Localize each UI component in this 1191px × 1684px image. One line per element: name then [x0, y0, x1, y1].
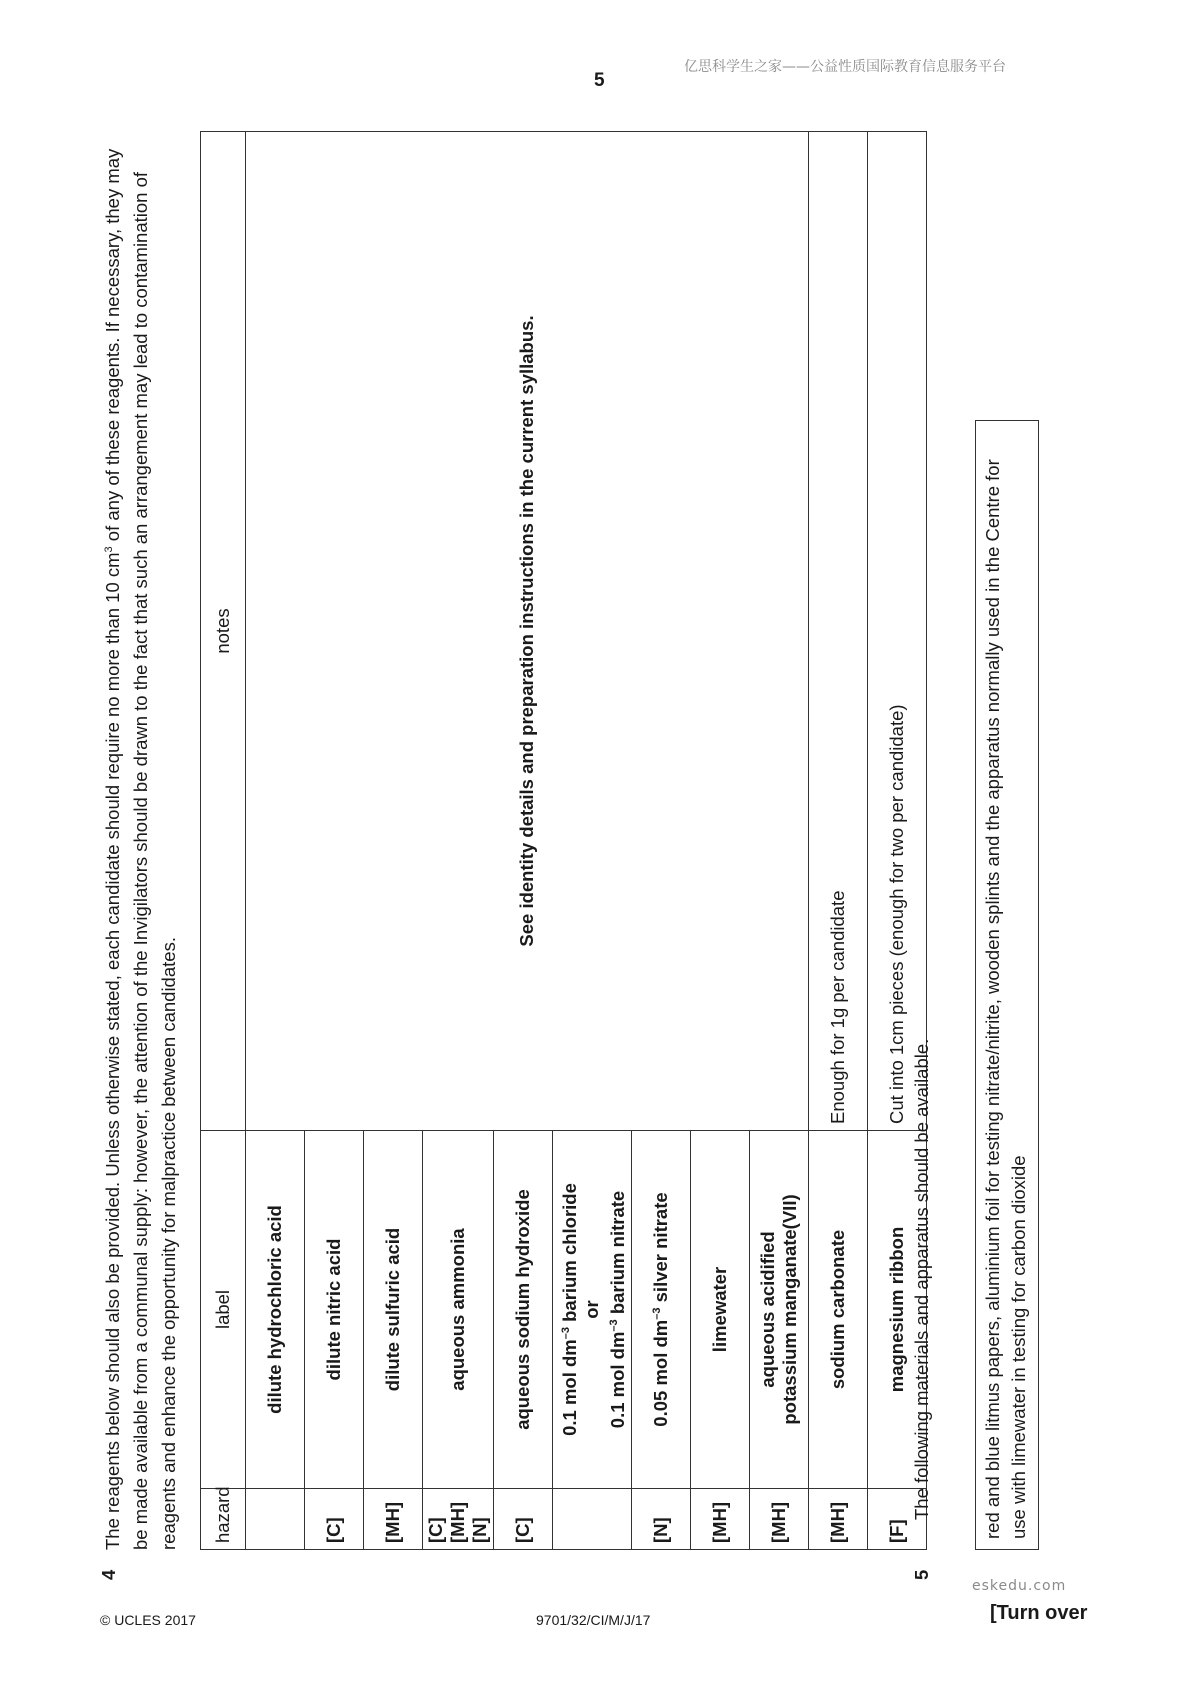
label-cell: aqueous sodium hydroxide: [494, 1131, 553, 1489]
hazard-cell: [C]: [305, 1489, 364, 1550]
label-cell: [750, 1131, 809, 1489]
label-cell: sodium carbonate: [809, 1131, 868, 1489]
turn-over: [Turn over: [990, 1602, 1088, 1624]
notes-cell: Cut into 1cm pieces (enough for two per candidate): [868, 132, 927, 1131]
label-cell: [553, 1131, 632, 1489]
rotated-content: [95, 130, 1085, 1580]
question-4-text-part1: The reagents below should also be provided. Unless otherwise stated, each candidate should require no more than 10 cm: [102, 552, 124, 1550]
table-row: [246, 132, 305, 1550]
notes-merged-cell: See identity details and preparation instructions in the current syllabus.: [246, 132, 809, 1131]
question-4-text-sup: 3: [103, 546, 115, 553]
question-4-number: 4: [98, 1569, 119, 1580]
table-header-row: [201, 132, 246, 1550]
watermark-top: 亿思科学生之家——公益性质国际教育信息服务平台: [684, 59, 1006, 75]
label-text: 0.05 mol dm: [650, 1319, 672, 1427]
label-sup: –3: [608, 1319, 621, 1332]
hazard-cell: [553, 1489, 632, 1550]
label-text: 0.1 mol dm: [607, 1331, 629, 1429]
table-row: [809, 132, 868, 1550]
hazard-cell: [F]: [868, 1489, 927, 1550]
label-sup: –3: [651, 1307, 664, 1320]
apparatus-box: red and blue litmus papers, aluminium foil for testing nitrate/nitrite, wooden splints and the apparatus normally used in the Centre for use with limewater in testing for carbon dioxide: [975, 420, 1039, 1550]
hazard-line: [C]: [425, 1517, 446, 1543]
label-line: or: [581, 1300, 603, 1319]
header-notes: notes: [201, 132, 246, 1131]
footer-code: 9701/32/CI/M/J/17: [536, 1612, 651, 1628]
question-5-number: 5: [911, 1569, 932, 1580]
hazard-cell: [423, 1489, 494, 1550]
question-4: [95, 130, 183, 1580]
label-sup: –3: [560, 1327, 572, 1340]
question-4-text-part2: of any of these reagents. If necessary, they may be made available from a communal supply: however, the attention of the Invigilators should be drawn to the fact that such an arrangement may lead to contamination of reagents and enhance the opportunity for malpractice between candidates.: [102, 148, 180, 1550]
label-text: silver nitrate: [650, 1192, 672, 1308]
label-line: aqueous acidified: [757, 1231, 779, 1388]
question-5-text: The following materials and apparatus should be available.: [911, 1038, 932, 1520]
label-line: [555, 1137, 581, 1482]
hazard-line: [N]: [469, 1517, 490, 1543]
hazard-cell: [MH]: [809, 1489, 868, 1550]
label-line: potassium manganate(VII): [779, 1194, 801, 1425]
label-text: 0.1 mol dm: [559, 1339, 581, 1436]
label-cell: magnesium ribbon: [868, 1131, 927, 1489]
label-cell: dilute sulfuric acid: [364, 1131, 423, 1489]
label-cell: limewater: [691, 1131, 750, 1489]
page-number: 5: [594, 70, 605, 91]
question-4-text: [95, 130, 183, 1550]
label-line: [603, 1137, 629, 1482]
label-cell: dilute nitric acid: [305, 1131, 364, 1489]
header-label: label: [201, 1131, 246, 1489]
watermark-bottom: eskedu.com: [972, 1578, 1067, 1594]
header-hazard: hazard: [201, 1489, 246, 1550]
footer-copyright: © UCLES 2017: [100, 1612, 196, 1628]
reagent-table: [200, 131, 927, 1550]
hazard-cell: [N]: [632, 1489, 691, 1550]
label-cell: [632, 1131, 691, 1489]
label-text: barium nitrate: [607, 1190, 629, 1320]
hazard-cell: [MH]: [691, 1489, 750, 1550]
hazard-cell: [MH]: [750, 1489, 809, 1550]
hazard-cell: [MH]: [364, 1489, 423, 1550]
label-cell: aqueous ammonia: [423, 1131, 494, 1489]
hazard-cell: [C]: [494, 1489, 553, 1550]
label-text: barium chloride: [559, 1183, 581, 1328]
notes-cell: Enough for 1g per candidate: [809, 132, 868, 1131]
hazard-cell: [246, 1489, 305, 1550]
label-cell: dilute hydrochloric acid: [246, 1131, 305, 1489]
hazard-line: [MH]: [447, 1501, 468, 1543]
